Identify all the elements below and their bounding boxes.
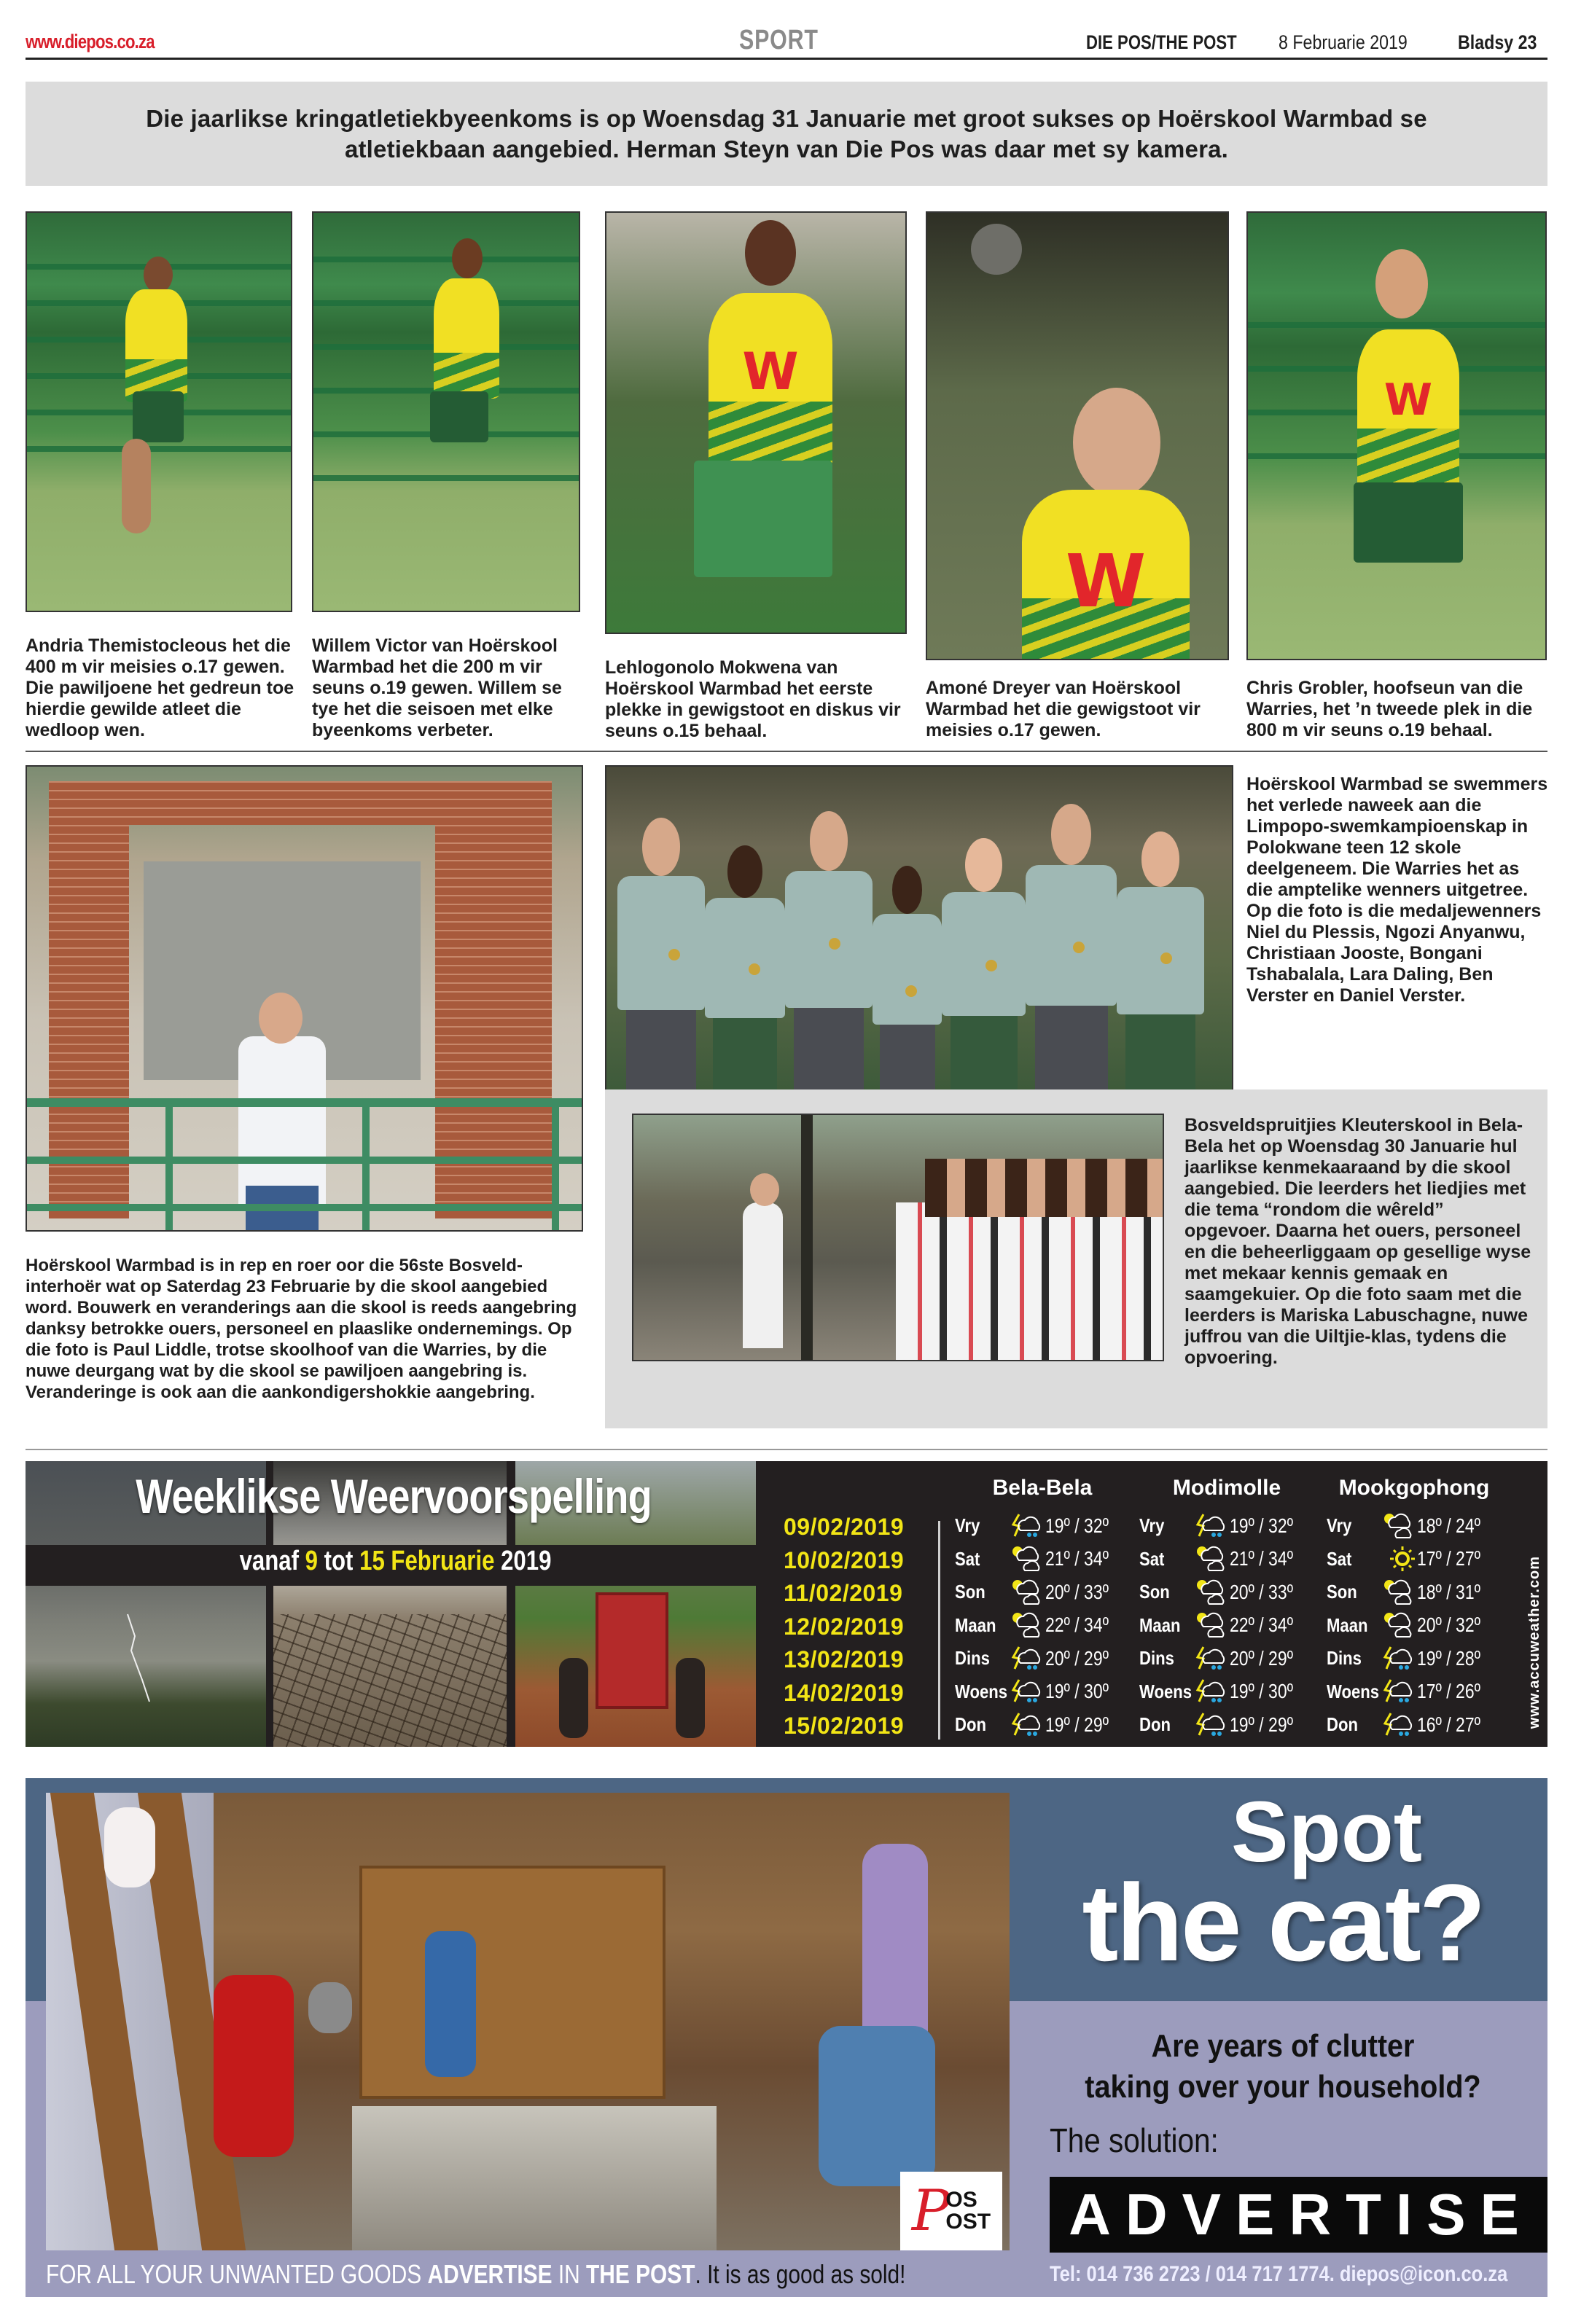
forecast-temperature: 20º / 29º <box>1045 1646 1109 1670</box>
thunderstorm-icon <box>1382 1677 1416 1706</box>
partly-cloudy-icon <box>1010 1544 1044 1573</box>
forecast-day: Sat <box>1139 1547 1165 1570</box>
dresser <box>359 1866 666 2099</box>
issue-date: 8 Februarie 2019 <box>1279 31 1408 53</box>
thunderstorm-icon <box>1195 1677 1228 1706</box>
forecast-row <box>955 1543 1130 1576</box>
forecast-day: Maan <box>955 1613 996 1636</box>
forecast-day: Dins <box>955 1647 990 1670</box>
intro-text: Die jaarlikse kringatletiekbyeenkoms is op Woensdag 31 Januarie met groot sukses op Hoërskool Warmbad se atletiekbaan aangebied. Herman Steyn van Die Pos was daar met sy kamera. <box>146 104 1427 163</box>
partly-cloudy-icon <box>1382 1578 1416 1607</box>
header-rule <box>26 58 1547 60</box>
photo-athlete-andria <box>26 211 292 612</box>
forecast-temperature: 20º / 32º <box>1417 1613 1480 1637</box>
forecast-temperature: 20º / 33º <box>1045 1580 1109 1603</box>
forecast-row <box>1139 1675 1314 1709</box>
forecast-temperature: 19º / 29º <box>1045 1713 1109 1736</box>
forecast-day: Son <box>955 1581 985 1603</box>
ad-contact[interactable]: Tel: 014 736 2723 / 014 717 1774. diepos@icon.co.za <box>1050 2262 1508 2286</box>
advertisement[interactable] <box>26 1778 1547 2297</box>
thunderstorm-icon <box>1382 1710 1416 1740</box>
cat <box>308 1982 352 2033</box>
sunny-icon <box>1382 1544 1416 1573</box>
forecast-temperature: 19º / 32º <box>1045 1514 1109 1537</box>
forecast-temperature: 19º / 29º <box>1230 1713 1293 1736</box>
forecast-row <box>1327 1642 1502 1675</box>
thunderstorm-icon <box>1010 1710 1044 1740</box>
forecast-dates <box>784 1511 904 1743</box>
forecast-day: Vry <box>1327 1514 1352 1537</box>
forecast-day: Maan <box>1327 1613 1368 1636</box>
forecast-row <box>955 1642 1130 1675</box>
forecast-row <box>1327 1576 1502 1609</box>
thunderstorm-icon <box>1010 1511 1044 1541</box>
forecast-divider <box>938 1521 940 1740</box>
caption-amone: Amoné Dreyer van Hoërskool Warmbad het die gewigstoot vir meisies o.17 gewen. <box>926 678 1201 740</box>
forecast-date: 15/02/2019 <box>784 1713 905 1739</box>
forecast-row <box>955 1509 1130 1543</box>
forecast-temperature: 19º / 30º <box>1045 1680 1109 1703</box>
forecast-row <box>955 1576 1130 1609</box>
forecast-day: Sat <box>955 1547 980 1570</box>
photo-swimmers <box>605 765 1233 1093</box>
weather-source: www.accuweather.com <box>1526 1556 1542 1729</box>
forecast-day: Son <box>1139 1581 1170 1603</box>
forecast-day: Vry <box>1139 1514 1165 1537</box>
thunderstorm-icon <box>1195 1710 1228 1740</box>
weather-title: Weeklikse Weervoorspelling <box>136 1469 652 1523</box>
caption-kleuterskool: Bosveldspruitjies Kleuterskool in Bela-Bela het op Woensdag 30 Januarie hul jaarlikse kenmekaaraand by die skool aangebied. Die leerders het liedjies met die tema “rondom die wêreld” opgevoer. Daarna het ouers, personeel en die beheerliggaam op gesellige wyse met mekaar kennis gemaak en saamgekuier. Op die foto saam met die leerders is Mariska Labuschagne, nuwe juffrou van die Uiltjie-klas, tydens die opvoering. <box>1184 1115 1531 1368</box>
caption-lehlogonolo: Lehlogonolo Mokwena van Hoërskool Warmbad het eerste plekke in gewigstoot en diskus vir seuns o.15 behaal. <box>605 657 901 741</box>
forecast-day: Dins <box>1327 1647 1362 1670</box>
partly-cloudy-icon <box>1010 1611 1044 1640</box>
partly-cloudy-icon <box>1195 1611 1228 1640</box>
forecast-row <box>1327 1675 1502 1709</box>
forecast-day: Woens <box>955 1680 1008 1702</box>
die-pos-logo: P OS OST <box>900 2172 1002 2250</box>
caption-principal: Hoërskool Warmbad is in rep en roer oor die 56ste Bosveld-interhoër wat op Saterdag 23 Februarie by die skool aangebied word. Bouwerk en veranderings aan die skool is reeds aangebring danksy betrokke ouers, personeel en plaaslike ondernemings. Op die foto is Paul Liddle, trotse skoolhoof van die Warries, by die nuwe deurgang wat by die skool se pawiljoen aangebring is. Veranderinge is ook aan die aankondigershokkie aangebring. <box>26 1256 577 1402</box>
section-divider-2 <box>26 1449 1547 1450</box>
forecast-temperature: 17º / 26º <box>1417 1680 1480 1703</box>
forecast-row <box>1139 1642 1314 1675</box>
photo-principal <box>26 765 583 1232</box>
thunderstorm-icon <box>1382 1644 1416 1673</box>
city-modimolle: Modimolle Vry 19º / 32º Sat 21º / 34º Son 20º / 33º Maan 22º / 34º Dins 20º / 29º Woens 19º / 30º Don 19º / 29º <box>1139 1476 1314 1742</box>
forecast-temperature: 21º / 34º <box>1045 1547 1109 1570</box>
weather-forecast <box>26 1461 1547 1747</box>
section-divider <box>26 751 1547 752</box>
forecast-day: Son <box>1327 1581 1357 1603</box>
thunderstorm-icon <box>1195 1511 1228 1541</box>
person-principal <box>238 1036 326 1211</box>
teddy-bear <box>104 1807 155 1887</box>
partly-cloudy-icon <box>1195 1544 1228 1573</box>
forecast-date: 09/02/2019 <box>784 1514 905 1540</box>
thunderstorm-icon <box>1010 1644 1044 1673</box>
thunderstorm-icon <box>1195 1644 1228 1673</box>
forecast-row <box>1327 1708 1502 1742</box>
forecast-date: 12/02/2019 <box>784 1613 905 1640</box>
forecast-date: 11/02/2019 <box>784 1580 903 1606</box>
ad-solution: The solution: <box>1050 2121 1219 2159</box>
photo-athlete-lehlogonolo <box>605 211 907 634</box>
ad-question: Are years of clutter taking over your household? <box>1085 2028 1481 2105</box>
forecast-row <box>1139 1576 1314 1609</box>
intro-box <box>26 82 1547 186</box>
caption-willem: Willem Victor van Hoërskool Warmbad het die 200 m vir seuns o.19 gewen. Willem se tye het die seisoen met elke byeenkoms verbeter. <box>312 635 562 740</box>
forecast-temperature: 21º / 34º <box>1230 1547 1293 1570</box>
partly-cloudy-icon <box>1010 1578 1044 1607</box>
photo-athlete-amone <box>926 211 1229 660</box>
forecast-row <box>1139 1543 1314 1576</box>
weather-subtitle: vanaf 9 tot 15 Februarie 2019 <box>239 1546 552 1576</box>
forecast-row <box>1327 1543 1502 1576</box>
caption-andria: Andria Themistocleous het die 400 m vir meisies o.17 gewen. Die pawiljoene het gedreun toe hierdie gewilde atleet die wedloop wen. <box>26 635 294 740</box>
forecast-temperature: 19º / 32º <box>1230 1514 1293 1537</box>
photo-athlete-willem <box>312 211 580 612</box>
forecast-row <box>1139 1609 1314 1643</box>
photo-kleuterskool <box>632 1114 1164 1361</box>
forecast-day: Don <box>955 1713 986 1736</box>
site-url[interactable]: www.diepos.co.za <box>26 31 155 52</box>
ad-footer: FOR ALL YOUR UNWANTED GOODS ADVERTISE IN THE POST. It is as good as sold! <box>46 2259 906 2289</box>
forecast-row <box>955 1675 1130 1709</box>
photo-athlete-chris <box>1246 211 1547 660</box>
forecast-day: Don <box>1327 1713 1358 1736</box>
forecast-row <box>955 1609 1130 1643</box>
forecast-date: 14/02/2019 <box>784 1679 905 1706</box>
section-title: SPORT <box>739 25 819 55</box>
cluttered-room-image <box>46 1793 1010 2250</box>
ad-headline: Spot the cat? <box>1082 1784 1484 1984</box>
forecast-day: Woens <box>1139 1680 1193 1702</box>
forecast-temperature: 20º / 33º <box>1230 1580 1293 1603</box>
partly-cloudy-icon <box>1195 1578 1228 1607</box>
forecast-temperature: 20º / 29º <box>1230 1646 1293 1670</box>
forecast-date: 13/02/2019 <box>784 1646 905 1672</box>
forecast-day: Sat <box>1327 1547 1352 1570</box>
forecast-row <box>1327 1609 1502 1643</box>
advertise-cta[interactable]: ADVERTISE <box>1050 2177 1547 2253</box>
forecast-temperature: 22º / 34º <box>1045 1613 1109 1637</box>
forecast-row <box>1139 1708 1314 1742</box>
caption-chris: Chris Grobler, hoofseun van die Warries, het ’n tweede plek in die 800 m vir seuns o.19 behaal. <box>1246 678 1533 740</box>
partly-cloudy-icon <box>1382 1611 1416 1640</box>
city-mookgophong: Mookgophong Vry 18º / 24º Sat 17º / 27º Son 18º / 31º Maan 20º / 32º Dins 19º / 28º Woens 17º / 26º Don 16º / 27º <box>1327 1476 1502 1742</box>
forecast-row <box>1139 1509 1314 1543</box>
page-number: Bladsy 23 <box>1458 31 1537 53</box>
forecast-temperature: 22º / 34º <box>1230 1613 1293 1637</box>
forecast-day: Dins <box>1139 1647 1174 1670</box>
forecast-temperature: 18º / 24º <box>1417 1514 1480 1537</box>
forecast-temperature: 18º / 31º <box>1417 1580 1480 1603</box>
forecast-day: Don <box>1139 1713 1171 1736</box>
caption-swimmers: Hoërskool Warmbad se swemmers het verlede naweek aan die Limpopo-swemkampioenskap in Polokwane teen 12 skole deelgeneem. Die Warries het as die amptelike wenners uitgetree. Op die foto is die medaljewenners Niel du Plessis, Ngozi Anyanwu, Christiaan Jooste, Bongani Tshabalala, Lara Daling, Ben Verster en Daniel Verster. <box>1246 774 1548 1006</box>
forecast-date: 10/02/2019 <box>784 1546 905 1573</box>
partly-cloudy-icon <box>1382 1511 1416 1541</box>
thunderstorm-icon <box>1010 1677 1044 1706</box>
forecast-day: Maan <box>1139 1613 1181 1636</box>
forecast-temperature: 17º / 27º <box>1417 1547 1480 1570</box>
city-bela-bela: Bela-Bela Vry 19º / 32º Sat 21º / 34º Son 20º / 33º Maan 22º / 34º Dins 20º / 29º Woens 19º / 30º Don 19º / 29º <box>955 1476 1130 1742</box>
forecast-temperature: 19º / 30º <box>1230 1680 1293 1703</box>
forecast-day: Vry <box>955 1514 980 1537</box>
publication-name: DIE POS/THE POST <box>1086 31 1237 53</box>
forecast-temperature: 19º / 28º <box>1417 1646 1480 1670</box>
forecast-temperature: 16º / 27º <box>1417 1713 1480 1736</box>
forecast-row <box>955 1708 1130 1742</box>
forecast-day: Woens <box>1327 1680 1380 1702</box>
forecast-row <box>1327 1509 1502 1543</box>
